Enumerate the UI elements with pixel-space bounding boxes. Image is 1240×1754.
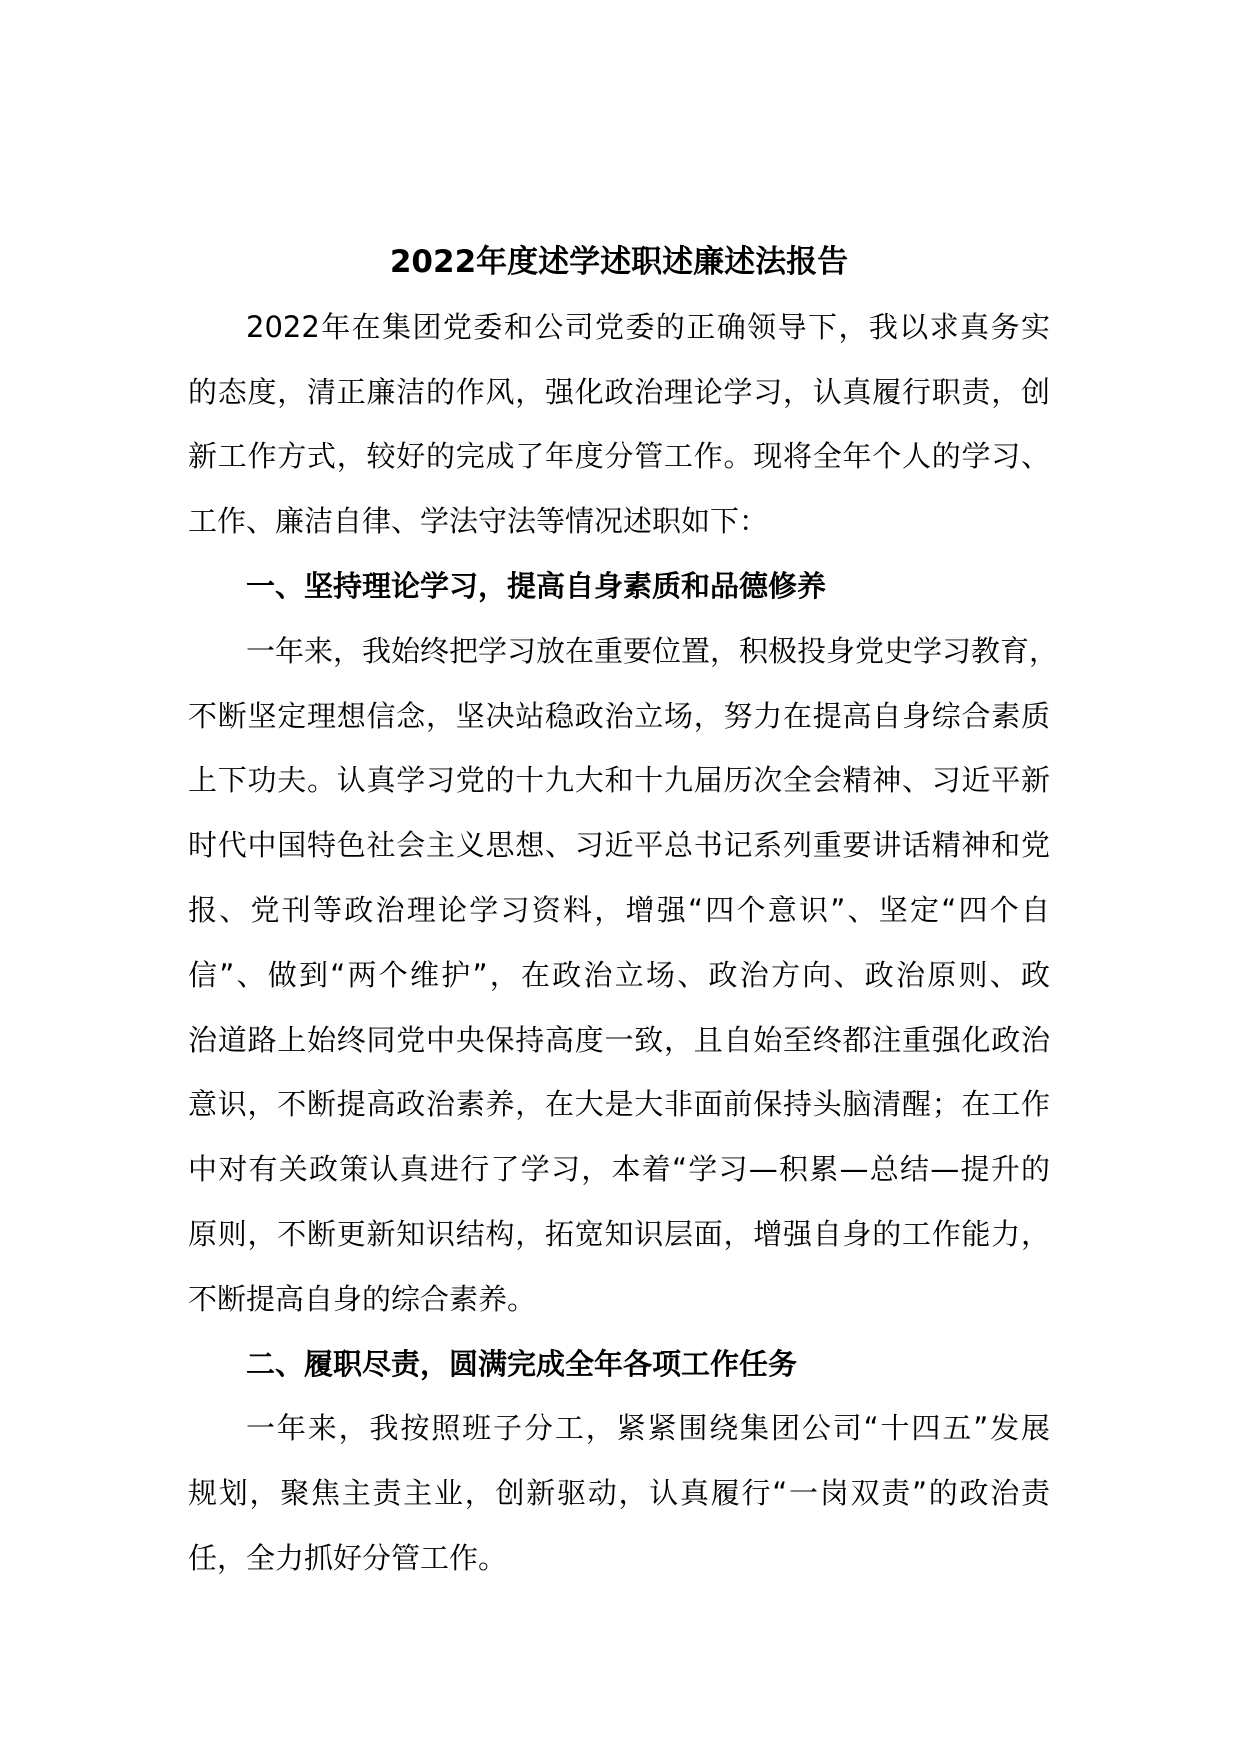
section-2-paragraph — [188, 1396, 1050, 1590]
text-line: 治道路上始终同党中央保持高度一致，且自始至终都注重强化政治 — [188, 1022, 1050, 1057]
document-title: 2022年度述学述职述廉述法报告 — [389, 244, 849, 280]
text-line: 的态度，清正廉洁的作风，强化政治理论学习，认真履行职责，创 — [188, 374, 1050, 409]
text-line: 2022年在集团党委和公司党委的正确领导下，我以求真务实 — [246, 309, 1050, 344]
intro-paragraph — [188, 295, 1050, 554]
text-line: 不断提高自身的综合素养。 — [188, 1281, 537, 1316]
section-1-paragraph — [188, 619, 1059, 1332]
document-page — [188, 230, 1059, 1591]
text-line: 报、党刊等政治理论学习资料，增强“四个意识”、坚定“四个自 — [188, 892, 1050, 927]
text-line: 意识，不断提高政治素养，在大是大非面前保持头脑清醒；在工作 — [188, 1087, 1050, 1122]
text-line: 上下功夫。认真学习党的十九大和十九届历次全会精神、习近平新 — [188, 763, 1050, 798]
text-line: 任，全力抓好分管工作。 — [188, 1540, 508, 1575]
text-line: 中对有关政策认真进行了学习，本着“学习—积累—总结—提升的 — [188, 1152, 1050, 1187]
text-line: 一年来，我始终把学习放在重要位置，积极投身党史学习教育， — [246, 633, 1059, 668]
text-line: 信”、做到“两个维护”，在政治立场、政治方向、政治原则、政 — [188, 957, 1050, 992]
section-2-heading: 二、履职尽责，圆满完成全年各项工作任务 — [246, 1346, 798, 1381]
text-line: 工作、廉洁自律、学法守法等情况述职如下： — [188, 504, 769, 539]
text-line: 不断坚定理想信念，坚决站稳政治立场，努力在提高自身综合素质 — [188, 698, 1050, 733]
text-line: 时代中国特色社会主义思想、习近平总书记系列重要讲话精神和党 — [188, 828, 1050, 863]
text-line: 新工作方式，较好的完成了年度分管工作。现将全年个人的学习、 — [188, 439, 1050, 474]
text-line: 原则，不断更新知识结构，拓宽知识层面，增强自身的工作能力， — [188, 1216, 1050, 1251]
section-1-heading: 一、坚持理论学习，提高自身素质和品德修养 — [246, 568, 827, 603]
text-line: 一年来，我按照班子分工，紧紧围绕集团公司“十四五”发展 — [246, 1411, 1050, 1446]
text-line: 规划，聚焦主责主业，创新驱动，认真履行“一岗双责”的政治责 — [188, 1476, 1050, 1511]
